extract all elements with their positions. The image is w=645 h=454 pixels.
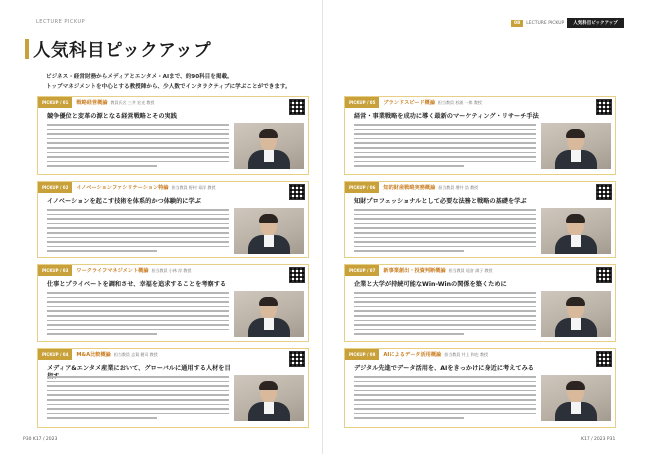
card-header [38,265,308,276]
text-line [47,324,229,326]
teacher-name: 担当教員 井上 和也 教授 [444,351,489,357]
text-line [354,315,536,317]
card-headline: デジタル先進でデータ活用を、AIをきっかけに身近に考えてみる [354,365,534,372]
qr-code-icon[interactable] [596,351,612,367]
text-line [47,310,229,312]
pickup-number: PICKUP / 02 [38,182,72,193]
photo-hair [566,381,585,390]
teacher-photo [234,208,304,254]
teacher-name: 担当教員 小林 淳 教授 [151,267,192,273]
teacher-name: 担当教員 野村 章洋 教授 [171,184,216,190]
text-line [354,133,536,135]
text-line [354,232,536,234]
text-line [47,399,229,401]
teacher-name: 担当教員 増井 浩 教授 [438,184,479,190]
pickup-number: PICKUP / 01 [38,97,72,108]
text-line [47,404,229,406]
teacher-photo [541,291,611,337]
course-name: 知的財産戦略実務概論 [383,185,436,191]
teacher-name: 教員氏名 三井 宏光 教授 [110,99,155,105]
text-line [47,306,229,308]
card-body-text [47,292,229,338]
photo-shirt [264,235,274,247]
photo-hair [259,214,278,223]
text-line [47,417,157,419]
qr-code-icon[interactable] [289,184,305,200]
qr-code-icon[interactable] [596,99,612,115]
card-header [38,349,308,360]
intro-text [46,72,316,92]
text-line [354,381,536,383]
text-line [354,408,536,410]
text-line [354,156,536,158]
card-headline: 仕事とプライベートを調和させ、幸福を追求することを考察する [47,281,227,288]
card-body-text [47,124,229,170]
pickup-number: PICKUP / 08 [345,349,379,360]
text-line [354,138,536,140]
card-headline: イノベーションを起こす技術を体系的かつ体験的に学ぶ [47,198,201,205]
text-line [47,385,229,387]
text-line [354,310,536,312]
text-line [354,223,536,225]
pickup-card [344,264,616,342]
photo-hair [259,129,278,138]
text-line [354,218,536,220]
card-body-text [354,376,536,422]
text-line [47,246,229,248]
text-line [354,246,536,248]
text-line [47,129,229,131]
card-header [345,97,615,108]
photo-shirt [571,318,581,330]
pickup-card [344,181,616,258]
text-line [354,147,536,149]
text-line [354,241,536,243]
text-line [47,315,229,317]
course-name: イノベーションファシリテーション特論 [76,185,169,191]
text-line [47,381,229,383]
qr-code-icon[interactable] [596,267,612,283]
teacher-name: 担当教員 志賀 健司 教授 [113,351,158,357]
text-line [354,129,536,131]
card-body-text [354,124,536,170]
intro-line: ビジネス・経営財務からメディアとエンタメ・AIまで、約90科目を掲載。 [46,74,233,80]
qr-code-icon[interactable] [289,267,305,283]
text-line [47,329,229,331]
text-line [354,394,536,396]
text-line [47,218,229,220]
section-tag: 人気科目ピックアップ [567,18,624,28]
card-headline: 企業と大学が持続可能なWin-Winの関係を築くために [354,281,507,288]
text-line [47,156,229,158]
text-line [47,147,229,149]
teacher-photo [541,123,611,169]
photo-shirt [571,235,581,247]
text-line [354,250,464,252]
text-line [354,237,536,239]
text-line [354,404,536,406]
text-line [47,250,157,252]
section-label: LECTURE PICKUP [36,19,86,25]
text-line [354,390,536,392]
photo-hair [259,297,278,306]
qr-code-icon[interactable] [289,99,305,115]
card-headline: 経営・事業戦略を成功に導く最新のマーケティング・リサーチ手法 [354,113,539,120]
teacher-photo [234,123,304,169]
intro-line: トップマネジメントを中心とする教授陣から、少人数でインタラクティブに学ぶことができます。 [46,84,291,90]
text-line [47,227,229,229]
text-line [354,209,536,211]
card-header [345,182,615,193]
text-line [47,333,157,335]
text-line [354,124,536,126]
page-title: 人気科目ピックアップ [33,41,212,61]
text-line [354,320,536,322]
pickup-card [37,348,309,428]
text-line [354,333,464,335]
text-line [47,292,229,294]
text-line [47,413,229,415]
card-headline: 知財プロフェッショナルとして必要な法務と戦略の基礎を学ぶ [354,198,527,205]
text-line [354,301,536,303]
text-line [47,214,229,216]
text-line [47,138,229,140]
teacher-photo [541,208,611,254]
text-line [354,152,536,154]
text-line [354,227,536,229]
course-name: 新事業創出・投資判断概論 [383,268,446,274]
pickup-card [37,96,309,175]
text-line [47,320,229,322]
pickup-card [344,96,616,175]
pickup-number: PICKUP / 06 [345,182,379,193]
text-line [354,417,464,419]
card-header [345,265,615,276]
page-gutter [322,0,323,454]
photo-hair [259,381,278,390]
text-line [47,124,229,126]
text-line [47,301,229,303]
text-line [354,413,536,415]
text-line [354,292,536,294]
text-line [47,237,229,239]
section-label: LECTURE PICKUP [526,20,565,26]
photo-shirt [264,150,274,162]
text-line [47,394,229,396]
card-body-text [354,292,536,338]
course-name: ワークライフマネジメント概論 [76,268,149,274]
text-line [47,297,229,299]
pickup-number: PICKUP / 04 [38,349,72,360]
course-name: AIによるデータ活用概論 [383,352,442,358]
text-line [47,152,229,154]
qr-code-icon[interactable] [596,184,612,200]
teacher-name: 担当教員 杉浦 一郎 教授 [438,99,482,105]
page-section-number: 08 [511,20,523,27]
text-line [354,306,536,308]
text-line [47,376,229,378]
text-line [47,133,229,135]
course-name: M&A比較概論 [76,352,111,358]
title-accent-bar [25,39,29,59]
footer-right: K17 / 2023 P31 [581,437,616,442]
card-body-text [354,209,536,255]
pickup-number: PICKUP / 03 [38,265,72,276]
text-line [47,161,229,163]
qr-code-icon[interactable] [289,351,305,367]
text-line [354,399,536,401]
text-line [47,408,229,410]
footer-left: P30 K17 / 2023 [23,437,58,442]
text-line [47,241,229,243]
text-line [354,329,536,331]
text-line [354,214,536,216]
photo-shirt [264,318,274,330]
pickup-card [37,264,309,342]
photo-hair [566,214,585,223]
text-line [47,165,157,167]
card-body-text [47,209,229,255]
course-name: ブランドスピード概論 [383,100,436,106]
text-line [354,385,536,387]
photo-shirt [264,402,274,414]
text-line [354,297,536,299]
text-line [47,390,229,392]
photo-shirt [571,150,581,162]
teacher-photo [234,375,304,421]
text-line [354,142,536,144]
text-line [354,161,536,163]
card-headline: メディア&エンタメ産業において、グローバルに通用する人材を目 [47,365,231,372]
right-page-header [511,18,624,28]
text-line [47,232,229,234]
text-line [47,142,229,144]
pickup-card [344,348,616,428]
text-line [47,209,229,211]
text-line [47,223,229,225]
course-name: 戦略経営概論 [76,100,108,106]
teacher-name: 担当教員 尾倉 満子 教授 [448,267,493,273]
teacher-photo [234,291,304,337]
teacher-photo [541,375,611,421]
pickup-number: PICKUP / 07 [345,265,379,276]
photo-hair [566,297,585,306]
card-header [38,97,308,108]
pickup-number: PICKUP / 05 [345,97,379,108]
card-body-text [47,376,229,422]
card-headline: 競争優位と変革の源となる経営戦略とその実践 [47,113,177,120]
text-line [354,324,536,326]
photo-hair [566,129,585,138]
text-line [354,376,536,378]
text-line [354,165,464,167]
card-header [345,349,615,360]
pickup-card [37,181,309,258]
photo-shirt [571,402,581,414]
card-header [38,182,308,193]
